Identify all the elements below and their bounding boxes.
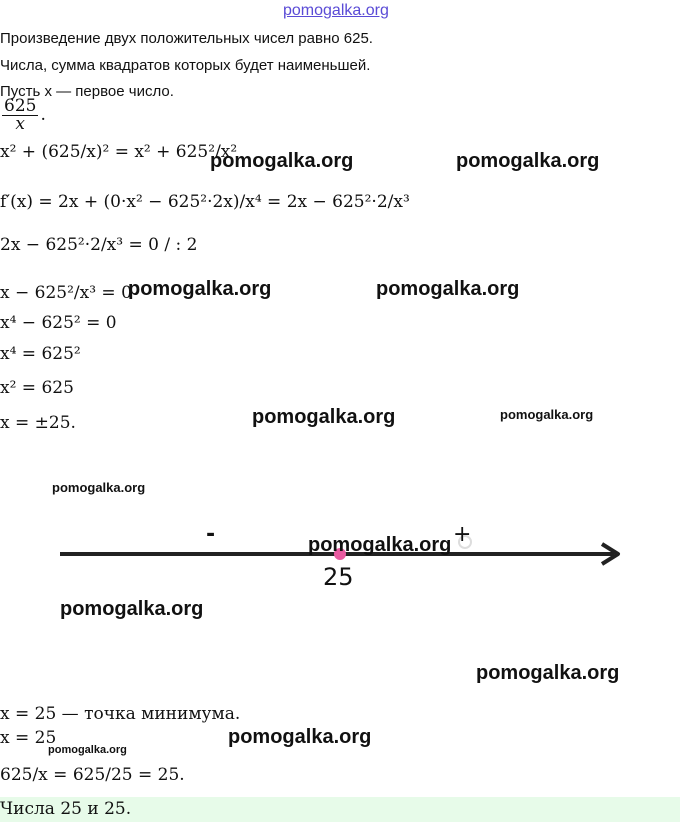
second-number-fraction: $\frac{625}{x}$ . bbox=[4, 96, 46, 134]
equation-step-4: x⁴ = 625² bbox=[0, 344, 81, 364]
watermark: pomogalka.org bbox=[456, 150, 600, 172]
equation-step-3: x⁴ − 625² = 0 bbox=[0, 313, 117, 333]
derivative-formula: f′(x) = 2x + (0·x² − 625²·2x)/x⁴ = 2x − 625²·2/x³ bbox=[0, 192, 410, 212]
watermark: pomogalka.org bbox=[228, 726, 372, 748]
watermark: pomogalka.org bbox=[500, 407, 594, 422]
watermark: pomogalka.org bbox=[476, 662, 620, 684]
equation-roots: x = ±25. bbox=[0, 413, 76, 433]
problem-statement: Произведение двух положительных чисел равно 625. bbox=[0, 30, 373, 47]
watermark: pomogalka.org bbox=[308, 534, 452, 556]
plus-sign-label: + bbox=[453, 522, 472, 547]
watermark: pomogalka.org bbox=[52, 480, 146, 495]
sum-of-squares-formula: x² + (625/x)² = x² + 625²/x² bbox=[0, 142, 238, 162]
equation-step-1: 2x − 625²·2/x³ = 0 / : 2 bbox=[0, 235, 198, 255]
minimum-point-line: x = 25 — точка минимума. bbox=[0, 704, 241, 724]
final-answer: Числа 25 и 25. bbox=[0, 799, 132, 819]
equation-step-2: x − 625²/x³ = 0 bbox=[0, 283, 132, 303]
critical-point-label: 25 bbox=[323, 563, 354, 591]
equation-step-5: x² = 625 bbox=[0, 378, 74, 398]
x-value-line: x = 25 bbox=[0, 728, 57, 748]
second-number-value: 625/x = 625/25 = 25. bbox=[0, 765, 185, 785]
watermark: pomogalka.org bbox=[252, 406, 396, 428]
f1-numerator: 625 bbox=[4, 96, 37, 116]
minus-sign-label: - bbox=[206, 522, 216, 547]
watermark: pomogalka.org bbox=[210, 150, 354, 172]
f1-denominator: x bbox=[2, 115, 38, 133]
watermark: pomogalka.org bbox=[48, 744, 127, 756]
watermark: pomogalka.org bbox=[128, 278, 272, 300]
watermark: pomogalka.org bbox=[376, 278, 520, 300]
problem-goal: Числа, сумма квадратов которых будет наименьшей. bbox=[0, 57, 371, 74]
let-x-line: Пусть x — первое число. bbox=[0, 83, 174, 100]
site-link[interactable]: pomogalka.org bbox=[283, 2, 389, 19]
watermark: pomogalka.org bbox=[60, 598, 204, 620]
